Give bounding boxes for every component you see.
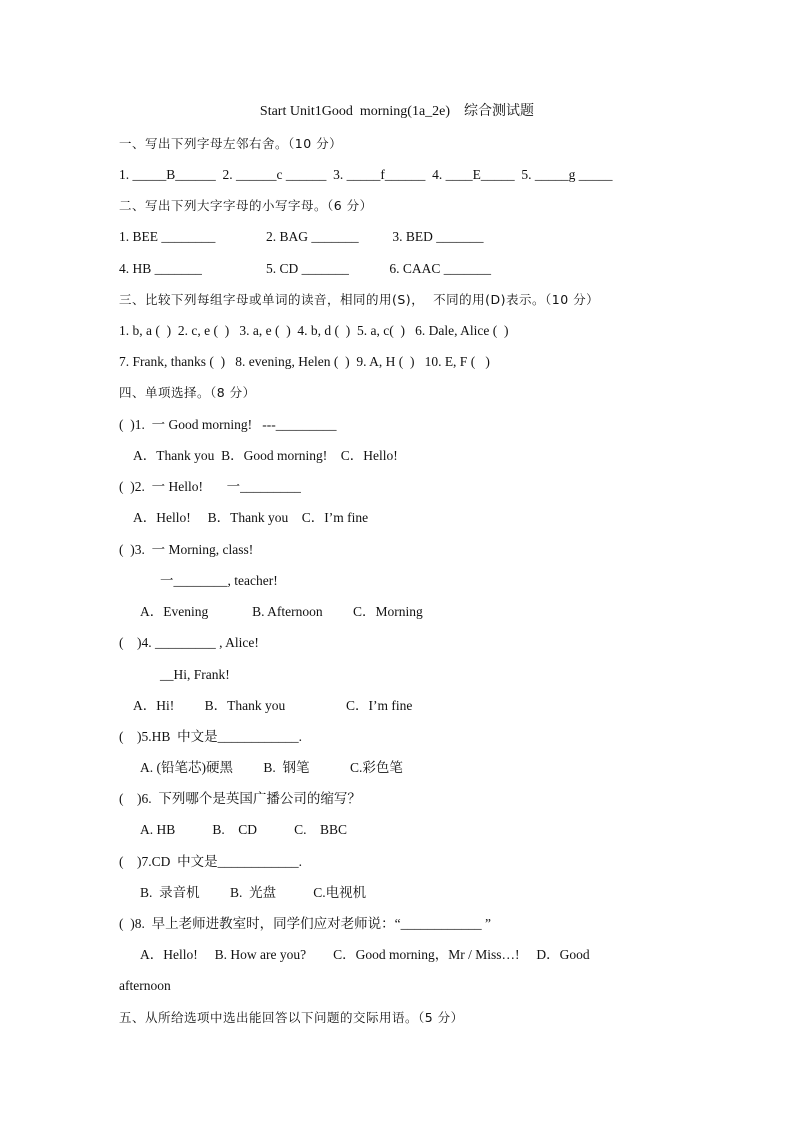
question-1-options: A．Thank you B．Good morning! C．Hello!	[133, 448, 398, 463]
question-1: ( )1. 一 Good morning! ---_________	[119, 417, 337, 432]
question-4-options: A．Hi! B．Thank you C．I’m fine	[133, 698, 413, 713]
question-3-line2: 一________, teacher!	[160, 573, 278, 588]
question-8: ( )8. 早上老师进教室时，同学们应对老师说：“____________ ”	[119, 916, 491, 931]
question-6: ( )6. 下列哪个是英国广播公司的缩写？	[119, 791, 361, 806]
question-8-options: A．Hello! B. How are you? C．Good morning，Mr / Miss…! D．Good	[140, 947, 590, 962]
section2-row1: 1. BEE ________ 2. BAG _______ 3. BED _______	[119, 229, 484, 244]
section4-heading: 四、单项选择。（8 分）	[119, 385, 256, 400]
question-3: ( )3. 一 Morning, class!	[119, 542, 254, 557]
question-7-options: B. 录音机 B. 光盘 C.电视机	[140, 885, 367, 900]
section2-row2: 4. HB _______ 5. CD _______ 6. CAAC _______	[119, 261, 492, 276]
question-3-options: A．Evening B. Afternoon C．Morning	[140, 604, 423, 619]
question-5: ( )5.HB 中文是____________.	[119, 729, 302, 744]
question-8-continuation: afternoon	[119, 978, 171, 993]
question-6-options: A. HB B. CD C. BBC	[140, 822, 348, 837]
question-7: ( )7.CD 中文是____________.	[119, 854, 302, 869]
section1-row: 1. _____B______ 2. ______c ______ 3. _____f______ 4. ____E_____ 5. _____g _____	[119, 167, 613, 182]
section3-row1: 1. b, a ( ) 2. c, e ( ) 3. a, e ( ) 4. b, d ( ) 5. a, c( ) 6. Dale, Alice ( )	[119, 323, 509, 338]
section1-heading: 一、写出下列字母左邻右舍。（10 分）	[119, 136, 343, 151]
question-5-options: A. (铅笔芯)硬黑 B. 钢笔 C.彩色笔	[140, 760, 403, 775]
section3-row2: 7. Frank, thanks ( ) 8. evening, Helen ( ) 9. A, H ( ) 10. E, F ( )	[119, 354, 490, 369]
section3-heading: 三、比较下列每组字母或单词的读音，相同的用(S)， 不同的用(D)表示。（10 分）	[119, 292, 600, 307]
section2-heading: 二、写出下列大字字母的小写字母。（6 分）	[119, 198, 373, 213]
page-title: Start Unit1Good morning(1a_2e) 综合测试题	[259, 104, 535, 119]
question-4: ( )4. _________ , Alice!	[119, 635, 259, 650]
question-4-line2: __Hi, Frank!	[160, 667, 230, 682]
question-2-options: A．Hello! B．Thank you C．I’m fine	[133, 510, 369, 525]
section5-heading: 五、从所给选项中选出能回答以下问题的交际用语。（5 分）	[119, 1010, 464, 1025]
question-2: ( )2. 一 Hello! 一_________	[119, 479, 301, 494]
